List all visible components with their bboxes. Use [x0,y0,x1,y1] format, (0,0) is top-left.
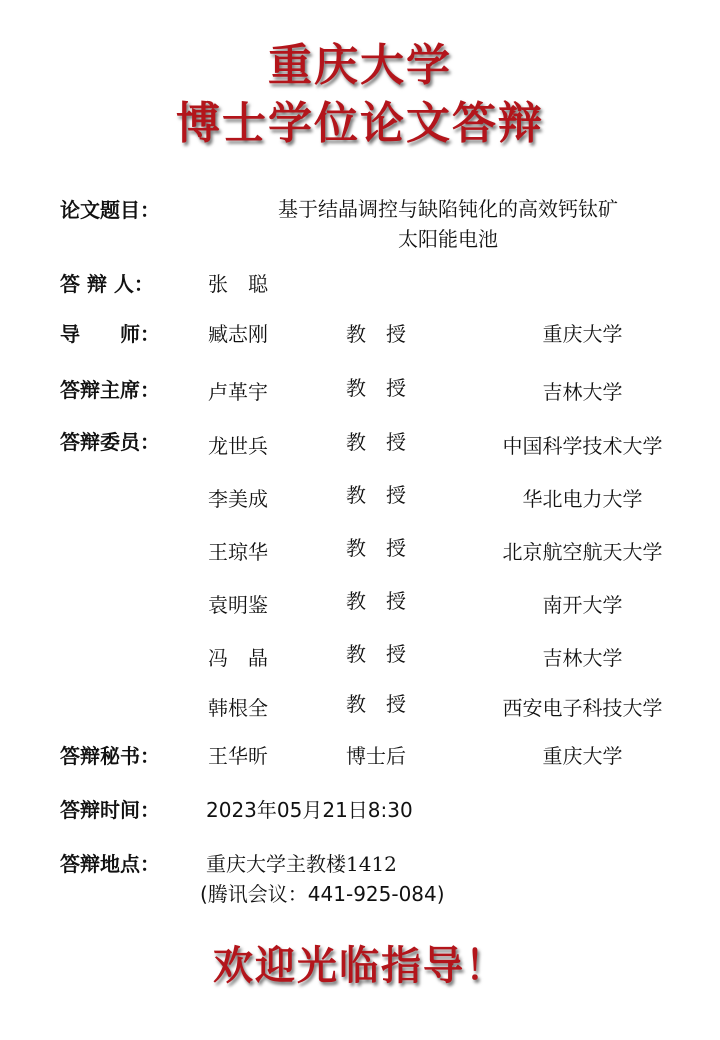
committee-member-institution: 华北电力大学 [522,487,643,511]
committee-member-title: 教 授 [346,692,406,716]
location-line1: 重庆大学主教楼1412 [206,852,397,876]
chair-name: 卢革宇 [208,380,268,404]
committee-member-institution: 北京航空航天大学 [502,540,663,564]
committee-member-title: 教 授 [346,536,406,560]
candidate-label: 答 辩 人： [60,272,154,296]
committee-member-name: 李美成 [208,487,268,511]
time-label: 答辩时间： [60,798,160,822]
advisor-name: 臧志刚 [208,322,268,346]
advisor-label: 导 师： [60,322,160,346]
committee-member-institution: 吉林大学 [542,646,623,670]
thesis-title-line2: 太阳能电池 [398,227,498,251]
committee-member-name: 王琼华 [208,540,268,564]
chair-institution: 吉林大学 [542,380,623,404]
university-title: 重庆大学 [268,40,452,91]
thesis-title-line1: 基于结晶调控与缺陷钝化的高效钙钛矿 [278,197,618,221]
committee-member-name: 冯 晶 [208,646,268,670]
committee-member-title: 教 授 [346,642,406,666]
thesis-label: 论文题目： [60,198,160,222]
committee-member-title: 教 授 [346,589,406,613]
chair-label: 答辩主席： [60,378,160,402]
secretary-title: 博士后 [346,744,406,768]
committee-member-institution: 西安电子科技大学 [502,696,663,720]
location-label: 答辩地点： [60,852,160,876]
committee-member-name: 袁明鉴 [208,593,268,617]
advisor-title: 教 授 [346,322,406,346]
secretary-institution: 重庆大学 [542,744,623,768]
welcome-footer: 欢迎光临指导！ [213,942,507,989]
committee-member-institution: 南开大学 [542,593,623,617]
advisor-institution: 重庆大学 [542,322,623,346]
candidate-name: 张 聪 [208,272,268,296]
committee-member-institution: 中国科学技术大学 [502,434,663,458]
committee-member-name: 韩根全 [208,696,268,720]
defense-time: 2023年05月21日8:30 [206,798,413,822]
committee-label: 答辩委员： [60,430,160,454]
defense-title: 博士学位论文答辩 [176,98,544,149]
committee-member-title: 教 授 [346,430,406,454]
committee-member-title: 教 授 [346,483,406,507]
chair-title: 教 授 [346,376,406,400]
secretary-label: 答辩秘书： [60,744,160,768]
committee-member-name: 龙世兵 [208,434,268,458]
location-meeting-id: (腾讯会议：441-925-084) [200,882,445,906]
secretary-name: 王华昕 [208,744,268,768]
